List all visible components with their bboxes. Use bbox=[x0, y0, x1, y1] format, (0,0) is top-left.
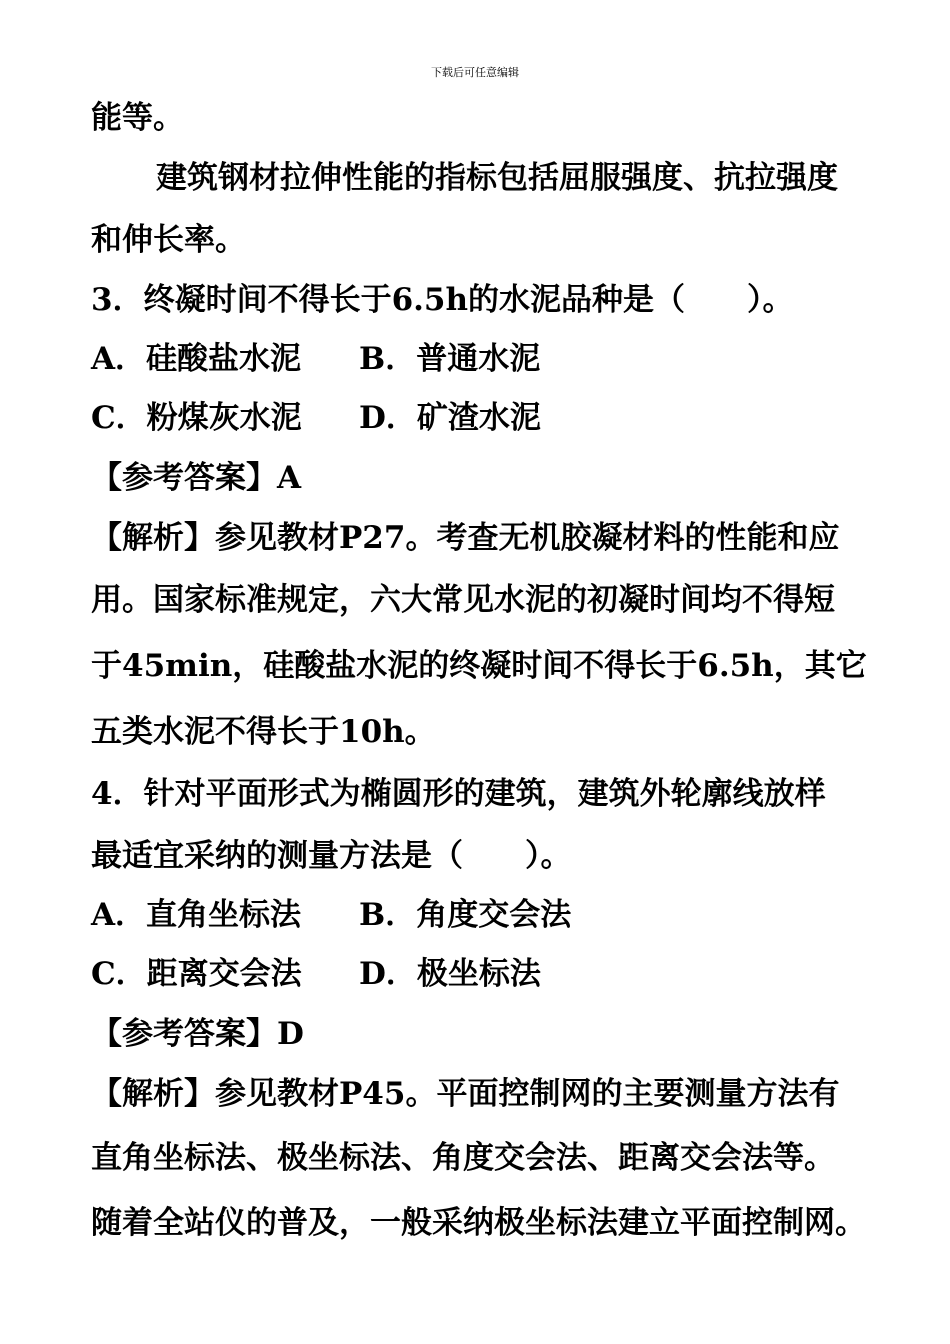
option-d: D．极坐标法 bbox=[359, 956, 541, 992]
question-3-options-row-1 bbox=[91, 341, 540, 377]
question-4-explanation: 随着全站仪的普及，一般采纳极坐标法建立平面控制网。 bbox=[91, 1205, 866, 1241]
question-3-answer: 【参考答案】A bbox=[91, 460, 302, 496]
paragraph-line: 建筑钢材拉伸性能的指标包括屈服强度、抗拉强度 bbox=[156, 160, 838, 196]
question-4-stem: 4．针对平面形式为椭圆形的建筑，建筑外轮廓线放样 bbox=[91, 776, 826, 812]
option-a: A．硅酸盐水泥 bbox=[91, 341, 302, 377]
question-3-explanation: 【解析】参见教材P27。考查无机胶凝材料的性能和应 bbox=[91, 520, 840, 556]
question-3-explanation: 用。国家标准规定，六大常见水泥的初凝时间均不得短 bbox=[91, 582, 835, 618]
option-d: D．矿渣水泥 bbox=[359, 400, 541, 436]
option-c: C．粉煤灰水泥 bbox=[91, 400, 302, 436]
question-3-stem: 3．终凝时间不得长于6.5h的水泥品种是（ ）。 bbox=[91, 282, 794, 318]
paragraph-line: 和伸长率。 bbox=[91, 222, 246, 258]
question-3-explanation: 于45min，硅酸盐水泥的终凝时间不得长于6.5h，其它 bbox=[91, 648, 867, 684]
question-4-stem: 最适宜采纳的测量方法是（ ）。 bbox=[91, 838, 572, 874]
option-c: C．距离交会法 bbox=[91, 956, 302, 992]
question-4-explanation: 【解析】参见教材P45。平面控制网的主要测量方法有 bbox=[91, 1076, 840, 1112]
question-4-explanation: 直角坐标法、极坐标法、角度交会法、距离交会法等。 bbox=[91, 1140, 835, 1176]
question-4-options-row-1 bbox=[91, 897, 571, 933]
page-header: 下载后可任意编辑 bbox=[431, 66, 519, 79]
question-4-options-row-2 bbox=[91, 956, 541, 992]
option-b: B．角度交会法 bbox=[359, 897, 572, 933]
question-4-answer: 【参考答案】D bbox=[91, 1016, 304, 1052]
question-3-explanation: 五类水泥不得长于10h。 bbox=[91, 714, 436, 750]
option-b: B．普通水泥 bbox=[359, 341, 541, 377]
paragraph-line: 能等。 bbox=[91, 100, 184, 136]
question-3-options-row-2 bbox=[91, 400, 541, 436]
option-a: A．直角坐标法 bbox=[91, 897, 302, 933]
